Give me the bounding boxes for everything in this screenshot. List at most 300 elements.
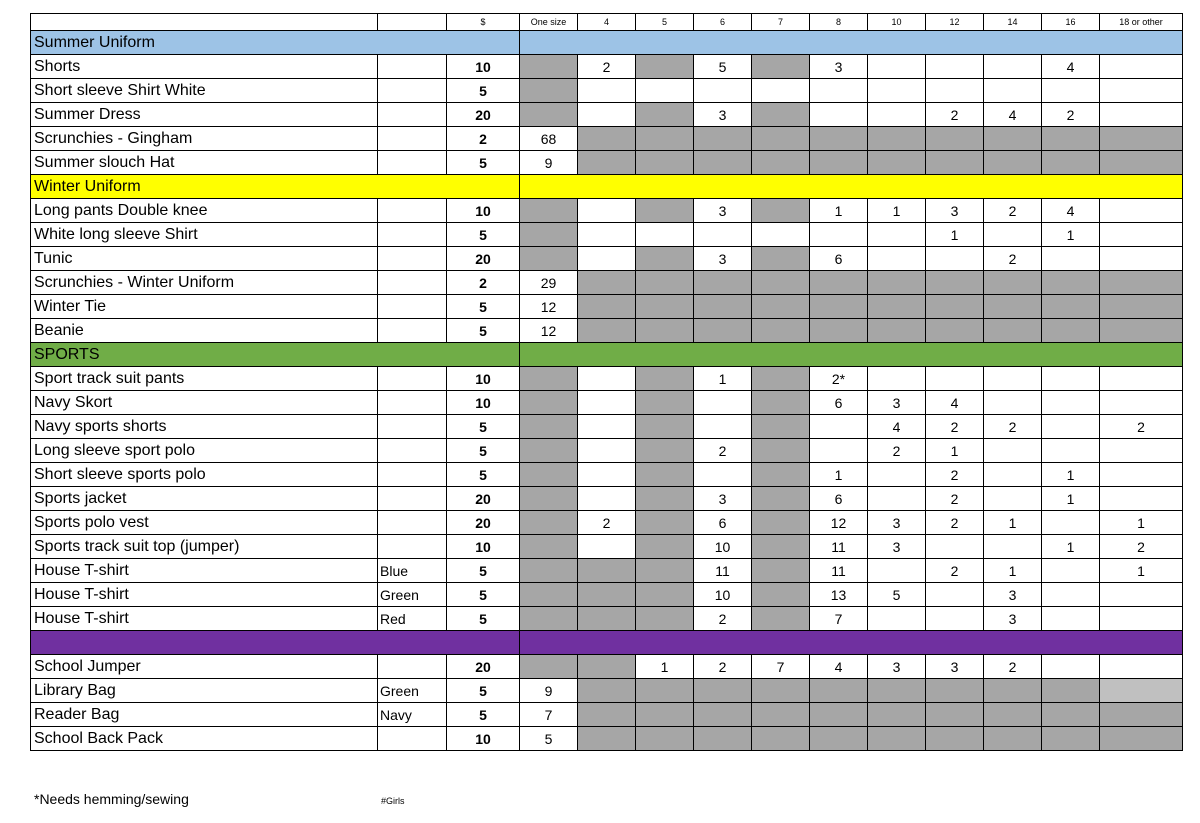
unavailable-cell	[520, 487, 578, 511]
qty-cell: 3	[926, 655, 984, 679]
qty-cell: 11	[810, 535, 868, 559]
unavailable-cell	[810, 295, 868, 319]
item-price: 10	[447, 199, 520, 223]
item-price: 20	[447, 103, 520, 127]
item-name: Navy sports shorts	[31, 415, 378, 439]
qty-cell: 13	[810, 583, 868, 607]
unavailable-cell	[636, 247, 694, 271]
item-name: Short sleeve Shirt White	[31, 79, 378, 103]
item-name: School Back Pack	[31, 727, 378, 751]
qty-cell	[984, 391, 1042, 415]
qty-cell: 4	[926, 391, 984, 415]
header-size: 4	[578, 14, 636, 31]
unavailable-cell	[752, 607, 810, 631]
qty-cell	[578, 247, 636, 271]
qty-cell	[1042, 391, 1100, 415]
unavailable-cell	[810, 727, 868, 751]
qty-cell	[1100, 79, 1183, 103]
qty-cell: 2	[926, 415, 984, 439]
table-row	[31, 727, 1183, 751]
item-color: Blue	[378, 559, 447, 583]
unavailable-cell	[520, 79, 578, 103]
unavailable-cell	[578, 151, 636, 175]
item-name: Summer slouch Hat	[31, 151, 378, 175]
unavailable-cell	[578, 655, 636, 679]
qty-cell: 1	[984, 511, 1042, 535]
qty-cell: 4	[1042, 199, 1100, 223]
item-color	[378, 727, 447, 751]
unavailable-cell	[636, 727, 694, 751]
item-name: Scrunchies - Gingham	[31, 127, 378, 151]
table-row	[31, 559, 1183, 583]
item-name: Library Bag	[31, 679, 378, 703]
qty-cell: 2	[984, 655, 1042, 679]
unavailable-cell	[926, 727, 984, 751]
unavailable-cell	[1042, 271, 1100, 295]
header-size: 5	[636, 14, 694, 31]
item-color: Green	[378, 583, 447, 607]
unavailable-cell	[752, 367, 810, 391]
item-price: 5	[447, 463, 520, 487]
unavailable-cell	[636, 199, 694, 223]
item-price: 5	[447, 583, 520, 607]
unavailable-cell	[520, 583, 578, 607]
unavailable-cell	[694, 271, 752, 295]
item-color	[378, 271, 447, 295]
qty-cell	[1100, 391, 1183, 415]
unavailable-cell	[752, 679, 810, 703]
item-name: Shorts	[31, 55, 378, 79]
item-name: Reader Bag	[31, 703, 378, 727]
item-name: Long pants Double knee	[31, 199, 378, 223]
qty-cell	[984, 535, 1042, 559]
qty-cell: 3	[694, 199, 752, 223]
item-price: 5	[447, 607, 520, 631]
qty-cell	[984, 463, 1042, 487]
header-size: One size	[520, 14, 578, 31]
unavailable-cell	[1042, 127, 1100, 151]
unavailable-cell	[868, 679, 926, 703]
item-name: House T-shirt	[31, 559, 378, 583]
qty-cell: 2	[984, 415, 1042, 439]
qty-cell: 12	[520, 319, 578, 343]
header-price: $	[447, 14, 520, 31]
unavailable-cell	[868, 295, 926, 319]
item-color	[378, 103, 447, 127]
qty-cell	[578, 535, 636, 559]
item-color: Red	[378, 607, 447, 631]
item-price: 5	[447, 703, 520, 727]
item-price: 5	[447, 439, 520, 463]
qty-cell	[868, 223, 926, 247]
qty-cell: 2	[926, 103, 984, 127]
unavailable-cell	[926, 295, 984, 319]
unavailable-cell	[636, 679, 694, 703]
qty-cell: 1	[694, 367, 752, 391]
unavailable-cell	[984, 295, 1042, 319]
unavailable-cell	[752, 583, 810, 607]
unavailable-cell	[868, 319, 926, 343]
qty-cell	[1100, 487, 1183, 511]
unavailable-cell	[1100, 295, 1183, 319]
header-color	[378, 14, 447, 31]
unavailable-cell	[578, 295, 636, 319]
section-band	[520, 343, 1183, 367]
item-name: Winter Tie	[31, 295, 378, 319]
item-price: 5	[447, 79, 520, 103]
unavailable-cell	[578, 319, 636, 343]
section-title	[31, 631, 520, 655]
qty-cell	[984, 55, 1042, 79]
unavailable-cell	[578, 559, 636, 583]
table-row	[31, 679, 1183, 703]
unavailable-cell	[752, 247, 810, 271]
unavailable-cell	[926, 319, 984, 343]
unavailable-cell	[520, 199, 578, 223]
item-price: 20	[447, 655, 520, 679]
table-row	[31, 271, 1183, 295]
item-name: School Jumper	[31, 655, 378, 679]
qty-cell: 4	[1042, 55, 1100, 79]
item-name: White long sleeve Shirt	[31, 223, 378, 247]
unavailable-cell	[578, 271, 636, 295]
unavailable-cell	[636, 607, 694, 631]
qty-cell	[926, 247, 984, 271]
section-band	[520, 31, 1183, 55]
unavailable-cell	[926, 679, 984, 703]
item-color	[378, 511, 447, 535]
item-name: Beanie	[31, 319, 378, 343]
qty-cell	[1100, 367, 1183, 391]
unavailable-cell	[752, 727, 810, 751]
item-price: 10	[447, 535, 520, 559]
item-name: Sports track suit top (jumper)	[31, 535, 378, 559]
header-size: 12	[926, 14, 984, 31]
unavailable-cell	[578, 679, 636, 703]
table-row	[31, 463, 1183, 487]
qty-cell: 10	[694, 535, 752, 559]
qty-cell: 3	[868, 391, 926, 415]
item-price: 2	[447, 127, 520, 151]
qty-cell: 9	[520, 679, 578, 703]
unavailable-cell	[752, 271, 810, 295]
unavailable-cell	[752, 127, 810, 151]
table-row	[31, 391, 1183, 415]
item-name: Navy Skort	[31, 391, 378, 415]
qty-cell	[636, 223, 694, 247]
table-row	[31, 127, 1183, 151]
item-name: Sport track suit pants	[31, 367, 378, 391]
table-row	[31, 223, 1183, 247]
qty-cell: 2	[1042, 103, 1100, 127]
item-price: 5	[447, 415, 520, 439]
qty-cell: 3	[810, 55, 868, 79]
qty-cell	[578, 199, 636, 223]
qty-cell: 2*	[810, 367, 868, 391]
unavailable-cell	[1042, 295, 1100, 319]
qty-cell	[694, 223, 752, 247]
item-price: 20	[447, 247, 520, 271]
unavailable-cell	[636, 535, 694, 559]
unavailable-cell	[984, 727, 1042, 751]
header-size: 10	[868, 14, 926, 31]
item-color	[378, 535, 447, 559]
header-row	[31, 14, 1183, 31]
unavailable-cell	[636, 391, 694, 415]
qty-cell	[1100, 103, 1183, 127]
qty-cell	[1100, 199, 1183, 223]
qty-cell: 2	[694, 607, 752, 631]
unavailable-cell	[984, 151, 1042, 175]
qty-cell	[1100, 607, 1183, 631]
item-color	[378, 415, 447, 439]
qty-cell	[578, 439, 636, 463]
unavailable-cell	[752, 319, 810, 343]
qty-cell: 3	[868, 655, 926, 679]
qty-cell: 2	[694, 655, 752, 679]
qty-cell	[578, 391, 636, 415]
unavailable-cell	[520, 607, 578, 631]
qty-cell: 3	[926, 199, 984, 223]
qty-cell: 4	[868, 415, 926, 439]
unavailable-cell	[636, 151, 694, 175]
unavailable-cell	[752, 55, 810, 79]
section-header	[31, 175, 1183, 199]
unavailable-cell	[520, 55, 578, 79]
header-size: 7	[752, 14, 810, 31]
qty-cell	[810, 103, 868, 127]
table-row	[31, 583, 1183, 607]
qty-cell: 11	[810, 559, 868, 583]
unavailable-cell	[578, 703, 636, 727]
qty-cell	[578, 463, 636, 487]
item-color	[378, 463, 447, 487]
qty-cell	[810, 415, 868, 439]
item-color	[378, 655, 447, 679]
unavailable-cell	[520, 463, 578, 487]
unavailable-cell	[636, 487, 694, 511]
item-price: 5	[447, 319, 520, 343]
unavailable-cell	[520, 103, 578, 127]
unavailable-cell	[752, 463, 810, 487]
unavailable-cell	[636, 271, 694, 295]
qty-cell: 2	[926, 487, 984, 511]
table-row	[31, 295, 1183, 319]
qty-cell: 6	[810, 487, 868, 511]
unavailable-cell	[926, 127, 984, 151]
qty-cell	[810, 79, 868, 103]
qty-cell	[1100, 55, 1183, 79]
unavailable-cell	[1100, 703, 1183, 727]
section-header	[31, 343, 1183, 367]
qty-cell: 1	[926, 223, 984, 247]
table-row	[31, 319, 1183, 343]
unavailable-cell	[810, 679, 868, 703]
girls-note: #Girls	[381, 796, 405, 806]
item-name: Sports jacket	[31, 487, 378, 511]
item-color	[378, 223, 447, 247]
item-color	[378, 127, 447, 151]
qty-cell	[868, 367, 926, 391]
unavailable-cell	[1042, 703, 1100, 727]
unavailable-cell	[752, 535, 810, 559]
unavailable-cell	[810, 151, 868, 175]
qty-cell	[1100, 463, 1183, 487]
item-name: House T-shirt	[31, 583, 378, 607]
unavailable-cell	[520, 439, 578, 463]
qty-cell	[868, 247, 926, 271]
qty-cell: 2	[926, 463, 984, 487]
qty-cell: 7	[520, 703, 578, 727]
qty-cell	[926, 583, 984, 607]
qty-cell	[868, 103, 926, 127]
table-row	[31, 103, 1183, 127]
qty-cell	[578, 79, 636, 103]
unavailable-cell	[694, 295, 752, 319]
table-row	[31, 439, 1183, 463]
qty-cell	[984, 439, 1042, 463]
item-name: House T-shirt	[31, 607, 378, 631]
qty-cell: 5	[868, 583, 926, 607]
section-band	[520, 631, 1183, 655]
unavailable-cell	[694, 703, 752, 727]
qty-cell: 3	[694, 103, 752, 127]
qty-cell: 10	[694, 583, 752, 607]
unavailable-cell	[752, 199, 810, 223]
table-row	[31, 655, 1183, 679]
unavailable-cell	[520, 391, 578, 415]
qty-cell: 3	[868, 511, 926, 535]
unavailable-cell	[926, 703, 984, 727]
qty-cell	[1042, 511, 1100, 535]
qty-cell	[926, 55, 984, 79]
unavailable-cell	[1042, 679, 1100, 703]
qty-cell	[810, 223, 868, 247]
unavailable-cell	[752, 295, 810, 319]
qty-cell	[1042, 583, 1100, 607]
qty-cell: 1	[636, 655, 694, 679]
unavailable-cell	[694, 127, 752, 151]
unavailable-cell	[868, 703, 926, 727]
section-header	[31, 631, 1183, 655]
unavailable-cell	[578, 727, 636, 751]
qty-cell	[578, 415, 636, 439]
qty-cell: 4	[810, 655, 868, 679]
qty-cell: 1	[1100, 511, 1183, 535]
qty-cell	[1042, 559, 1100, 583]
header-item	[31, 14, 378, 31]
table-row	[31, 55, 1183, 79]
qty-cell	[1100, 583, 1183, 607]
item-color	[378, 391, 447, 415]
qty-cell: 3	[984, 583, 1042, 607]
unavailable-cell	[578, 607, 636, 631]
item-price: 10	[447, 55, 520, 79]
unavailable-cell	[636, 511, 694, 535]
unavailable-cell	[636, 319, 694, 343]
unavailable-cell	[1100, 727, 1183, 751]
qty-cell: 2	[984, 247, 1042, 271]
unavailable-cell	[694, 319, 752, 343]
uniform-stock-table	[30, 13, 1183, 751]
qty-cell: 2	[694, 439, 752, 463]
unavailable-cell	[810, 319, 868, 343]
item-price: 10	[447, 391, 520, 415]
qty-cell: 12	[520, 295, 578, 319]
qty-cell	[868, 79, 926, 103]
unavailable-cell	[520, 247, 578, 271]
qty-cell: 12	[810, 511, 868, 535]
unavailable-cell	[752, 559, 810, 583]
item-color	[378, 319, 447, 343]
item-name: Summer Dress	[31, 103, 378, 127]
header-size: 16	[1042, 14, 1100, 31]
unavailable-cell	[752, 415, 810, 439]
section-title: Summer Uniform	[31, 31, 520, 55]
qty-cell	[752, 223, 810, 247]
item-color	[378, 151, 447, 175]
qty-cell	[810, 439, 868, 463]
unavailable-cell	[1100, 151, 1183, 175]
unavailable-cell	[1042, 727, 1100, 751]
header-size: 18 or other	[1100, 14, 1183, 31]
item-color	[378, 295, 447, 319]
qty-cell: 6	[810, 391, 868, 415]
unavailable-cell	[636, 583, 694, 607]
unavailable-cell	[984, 271, 1042, 295]
unavailable-cell	[868, 127, 926, 151]
item-color: Navy	[378, 703, 447, 727]
unavailable-cell	[520, 535, 578, 559]
qty-cell	[1042, 439, 1100, 463]
unavailable-cell	[694, 679, 752, 703]
unavailable-cell	[752, 487, 810, 511]
item-color	[378, 439, 447, 463]
unavailable-cell	[984, 127, 1042, 151]
table-row	[31, 511, 1183, 535]
table-row	[31, 535, 1183, 559]
table-row	[31, 367, 1183, 391]
table-row	[31, 199, 1183, 223]
qty-cell	[1100, 439, 1183, 463]
unavailable-cell	[636, 415, 694, 439]
item-color	[378, 247, 447, 271]
qty-cell: 1	[1042, 535, 1100, 559]
qty-cell	[694, 415, 752, 439]
qty-cell: 1	[1042, 487, 1100, 511]
qty-cell: 1	[810, 199, 868, 223]
qty-cell: 1	[868, 199, 926, 223]
qty-cell	[1100, 247, 1183, 271]
item-name: Sports polo vest	[31, 511, 378, 535]
qty-cell	[752, 79, 810, 103]
qty-cell: 7	[752, 655, 810, 679]
qty-cell	[578, 367, 636, 391]
qty-cell: 2	[868, 439, 926, 463]
qty-cell: 2	[926, 559, 984, 583]
unavailable-cell	[636, 559, 694, 583]
header-size: 6	[694, 14, 752, 31]
unavailable-cell	[578, 583, 636, 607]
section-band	[520, 175, 1183, 199]
item-name: Long sleeve sport polo	[31, 439, 378, 463]
qty-cell: 1	[1042, 463, 1100, 487]
unavailable-cell	[636, 463, 694, 487]
qty-cell	[984, 79, 1042, 103]
unavailable-cell	[868, 271, 926, 295]
unavailable-cell	[520, 367, 578, 391]
header-size: 14	[984, 14, 1042, 31]
